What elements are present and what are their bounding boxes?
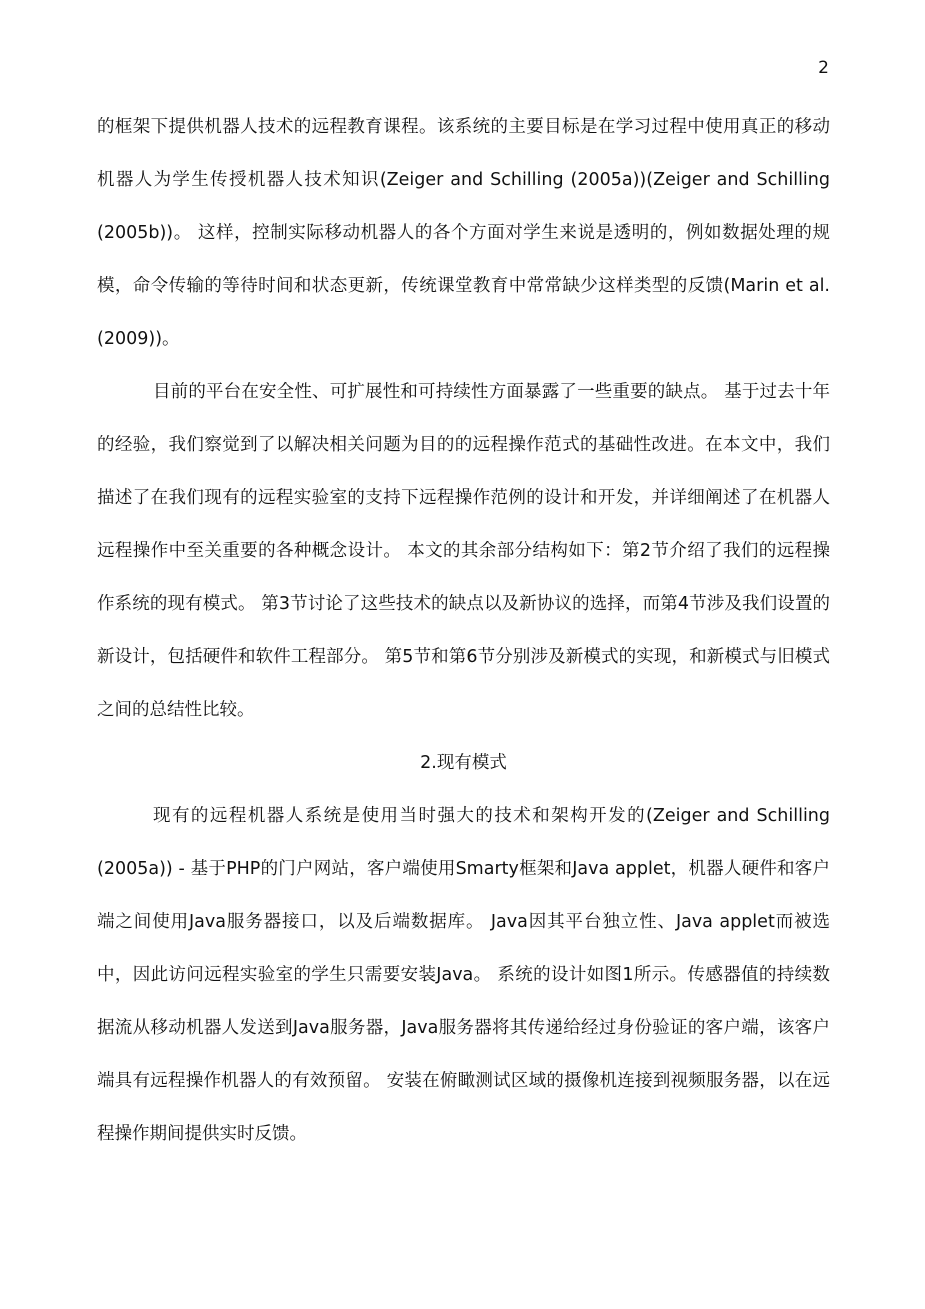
paragraph-intro-continuation: 的框架下提供机器人技术的远程教育课程。该系统的主要目标是在学习过程中使用真正的移动机器人为学生传授机器人技术知识(Zeiger and Schilling (2005a))(Zeiger and Schilling (2005b))。 这样，控制实际移动机器人的各个方面对学生来说是透明的，例如数据处理的规模，命令传输的等待时间和状态更新，传统课堂教育中常常缺少这样类型的反馈(Marin et al. (2009))。 — [97, 117, 830, 349]
section-heading: 2.现有模式 — [420, 753, 507, 773]
document-body — [97, 101, 830, 1161]
page-number: 2 — [818, 58, 829, 78]
paragraph-shortcomings: 目前的平台在安全性、可扩展性和可持续性方面暴露了一些重要的缺点。 基于过去十年的经验，我们察觉到了以解决相关问题为目的的远程操作范式的基础性改进。在本文中，我们描述了在我们现有的远程实验室的支持下远程操作范例的设计和开发，并详细阐述了在机器人远程操作中至关重要的各种概念设计。 本文的其余部分结构如下：第2节介绍了我们的远程操作系统的现有模式。 第3节讨论了这些技术的缺点以及新协议的选择，而第4节涉及我们设置的新设计，包括硬件和软件工程部分。 第5节和第6节分别涉及新模式的实现，和新模式与旧模式之间的总结性比较。 — [97, 382, 830, 720]
paragraph-existing-system: 现有的远程机器人系统是使用当时强大的技术和架构开发的(Zeiger and Schilling (2005a)) - 基于PHP的门户网站，客户端使用Smarty框架和Java applet，机器人硬件和客户端之间使用Java服务器接口，以及后端数据库。 Java因其平台独立性、Java applet而被选中，因此访问远程实验室的学生只需要安装Java。 系统的设计如图1所示。传感器值的持续数据流从移动机器人发送到Java服务器，Java服务器将其传递给经过身份验证的客户端，该客户端具有远程操作机器人的有效预留。 安装在俯瞰测试区域的摄像机连接到视频服务器，以在远程操作期间提供实时反馈。 — [97, 806, 830, 1144]
